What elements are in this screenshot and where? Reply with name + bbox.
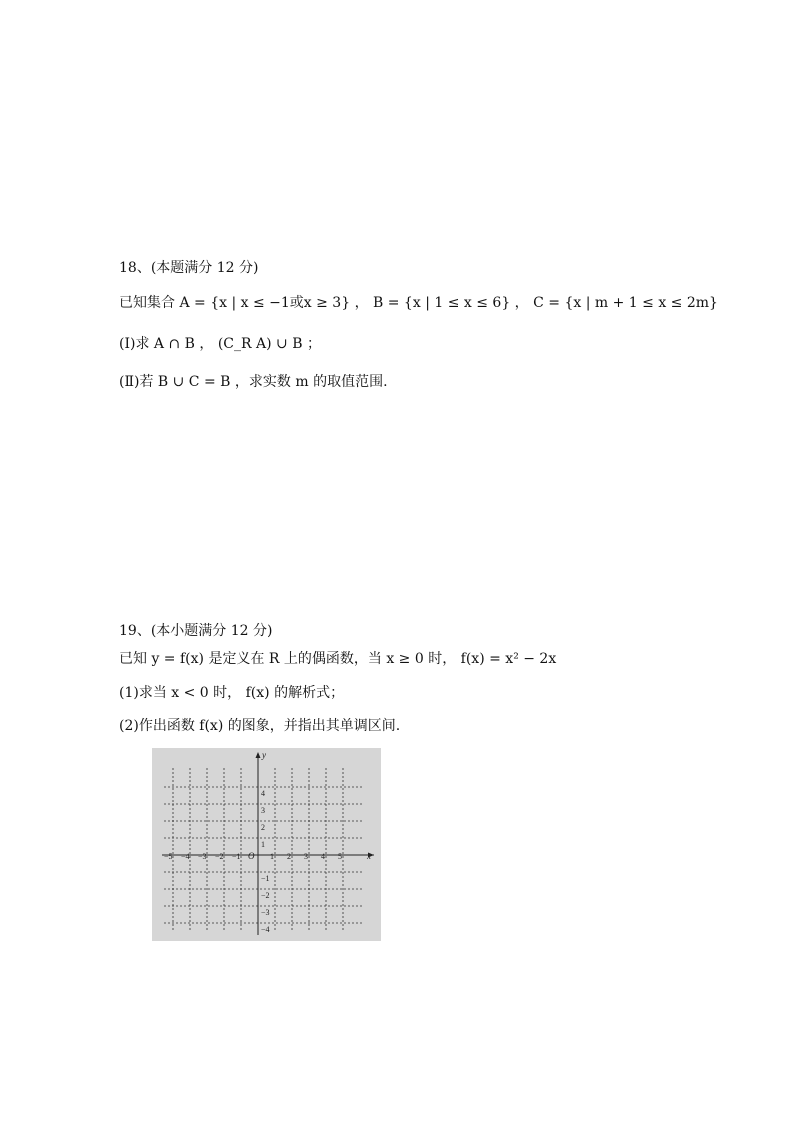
x-tick-label: 2 [287, 852, 291, 861]
origin-label: O [248, 851, 255, 861]
y-tick-label: 2 [261, 823, 265, 832]
coordinate-grid-figure [152, 748, 381, 941]
y-tick-label: 1 [261, 840, 265, 849]
y-tick-label: −2 [261, 891, 270, 900]
y-tick-label: 4 [261, 789, 265, 798]
q18-given: 已知集合 A = {x | x ≤ −1或x ≥ 3} ， B = {x | 1 ≤ x ≤ 6} ， C = {x | m + 1 ≤ x ≤ 2m} [119, 295, 718, 311]
y-tick-label: −4 [261, 925, 270, 934]
q18-part1: (Ⅰ)求 A ∩ B ， (C_R A) ∪ B ； [119, 336, 321, 352]
y-tick-label: 3 [261, 806, 265, 815]
coordinate-grid [152, 748, 381, 941]
q19-given: 已知 y = f(x) 是定义在 R 上的偶函数，当 x ≥ 0 时， f(x) = x² − 2x [119, 651, 557, 667]
y-axis-label: y [262, 750, 266, 760]
q19-header: 19、(本小题满分 12 分) [119, 623, 273, 639]
x-tick-label: 1 [270, 852, 274, 861]
q19-part2: (2)作出函数 f(x) 的图象，并指出其单调区间. [119, 718, 401, 734]
x-tick-label: −2 [215, 852, 224, 861]
q18-part2: (Ⅱ)若 B ∪ C = B ，求实数 m 的取值范围. [119, 374, 388, 390]
y-tick-label: −3 [261, 908, 270, 917]
y-tick-label: −1 [261, 874, 270, 883]
q19-part1: (1)求当 x < 0 时， f(x) 的解析式； [119, 685, 345, 701]
x-tick-label: −3 [198, 852, 207, 861]
q18-header: 18、(本题满分 12 分) [119, 260, 259, 276]
x-tick-label: 4 [321, 852, 325, 861]
x-tick-label: 5 [338, 852, 342, 861]
x-axis-label: x [367, 851, 371, 861]
x-tick-label: −5 [164, 852, 173, 861]
y-axis-arrow [256, 752, 261, 758]
x-tick-label: −4 [181, 852, 190, 861]
x-tick-label: 3 [304, 852, 308, 861]
x-tick-label: −1 [232, 852, 241, 861]
